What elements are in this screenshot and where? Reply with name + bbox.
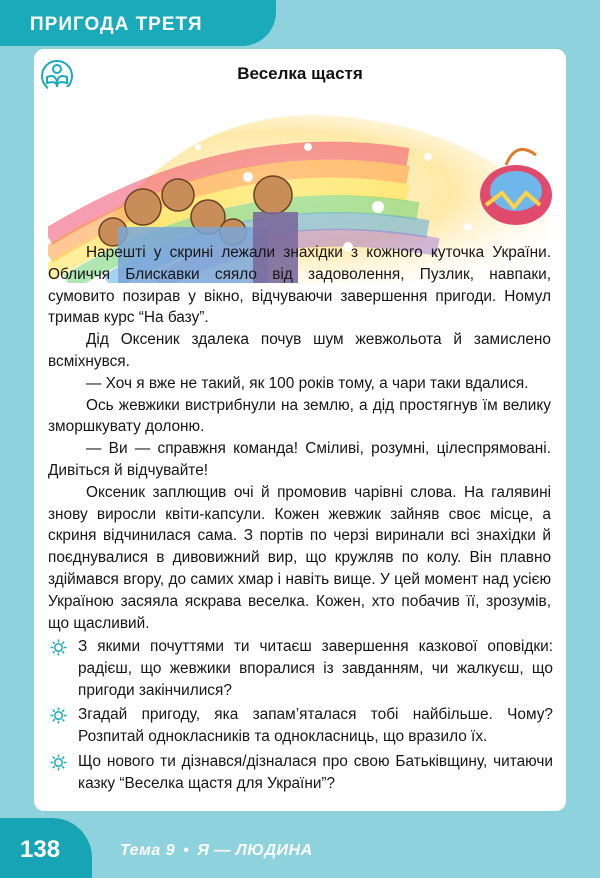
sun-icon (50, 754, 67, 771)
page-number: 138 (20, 836, 61, 863)
question-text: З якими почуттями ти читаєш завершення казкової оповідки: радієш, що жевжики впоралися із завданням, чи жалкуєш, що пригоди закінчилися? (78, 638, 553, 699)
chapter-title: ПРИГОДА ТРЕТЯ (30, 14, 203, 35)
story-paragraph: — Хоч я вже не такий, як 100 років тому, а чари таки вдалися. (86, 374, 529, 392)
story-title: Веселка щастя (237, 64, 363, 83)
question-item (48, 704, 553, 748)
topic-label: Тема 9 (120, 842, 176, 859)
sun-icon (50, 639, 67, 656)
question-text: Що нового ти дізнався/дізналася про свою Батьківщину, читаючи казку “Веселка щастя для України”? (78, 752, 553, 792)
content-card (34, 49, 566, 811)
story-paragraph: Нарешті у скрині лежали знахідки з кожного куточка України. Обличчя Блискавки сяяло від задоволення, Пузлик, навпаки, сумовито позирав у вікно, відчуваючи завершення пригоди. Номул тримав курс “На базу”. (48, 244, 551, 327)
sun-icon (50, 707, 67, 724)
question-item (48, 751, 553, 795)
question-text: Згадай пригоду, яка запам’яталася тобі найбільше. Чому? Розпитай однокласників та однокласниць, що вразило їх. (78, 706, 553, 746)
story-text (48, 242, 551, 634)
footer-topic (120, 842, 313, 860)
story-paragraph: — Ви — справжня команда! Сміливі, розумні, цілеспрямовані. Дивіться й відчувайте! (48, 440, 551, 479)
question-item (48, 636, 553, 701)
story-paragraph: Оксеник заплющив очі й промовив чарівні слова. На галявині знову виросли квіти-капсули. Кожен жевжик зайняв своє місце, а скриня відчинилася сама. З портів по черзі виринали всі знахідки й поєднувалися в дивовижний вир, що кружляв по колу. Він плавно здіймався вгору, до самих хмар і навіть вище. У цей момент над усією Україною засяяла яскрава веселка. Кожен, хто побачив її, зрозумів, що щасливий. (48, 483, 551, 632)
question-list (48, 636, 553, 798)
topic-title: Я — ЛЮДИНА (197, 842, 313, 859)
story-paragraph: Ось жевжики вистрибнули на землю, а дід простягнув їм велику зморшкувату долоню. (48, 396, 551, 436)
topic-separator: • (183, 842, 190, 859)
story-paragraph: Дід Оксеник здалека почув шум жевжольота й замислено всміхнувся. (48, 331, 551, 370)
